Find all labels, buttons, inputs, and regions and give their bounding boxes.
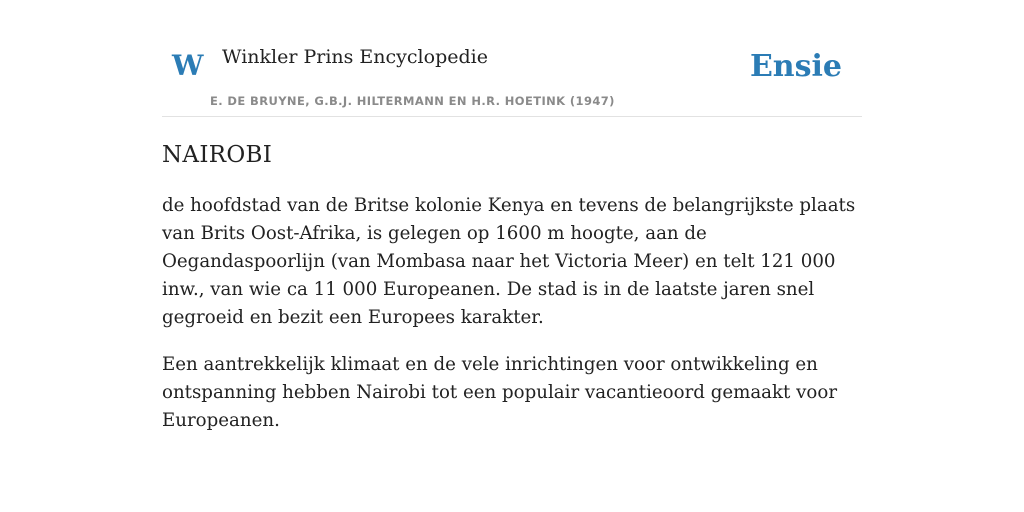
article-paragraph: Een aantrekkelijk klimaat en de vele inrichtingen voor ontwikkeling en ontspanning hebben Nairobi tot een populair vacantieoord gemaakt voor Europeanen. bbox=[162, 354, 838, 431]
article-body bbox=[162, 192, 862, 454]
article-paragraph: de hoofdstad van de Britse kolonie Kenya en tevens de belangrijkste plaats van Brits Oost-Afrika, is gelegen op 1600 m hoogte, aan de Oegandaspoorlijn (van Mombasa naar het Victoria Meer) en telt 121 000 inw., van wie ca 11 000 Europeanen. De stad is in de laatste jaren snel gegroeid en bezit een Europees karakter. bbox=[162, 195, 856, 328]
ensie-logo[interactable]: Ensie bbox=[749, 49, 842, 84]
source-logo-icon[interactable]: W bbox=[172, 49, 204, 82]
source-authors: E. DE BRUYNE, G.B.J. HILTERMANN EN H.R. HOETINK (1947) bbox=[210, 94, 615, 108]
article-title: NAIROBI bbox=[162, 142, 273, 168]
page bbox=[162, 0, 862, 512]
source-title-link[interactable]: Winkler Prins Encyclopedie bbox=[222, 46, 488, 68]
source-header bbox=[162, 0, 862, 117]
